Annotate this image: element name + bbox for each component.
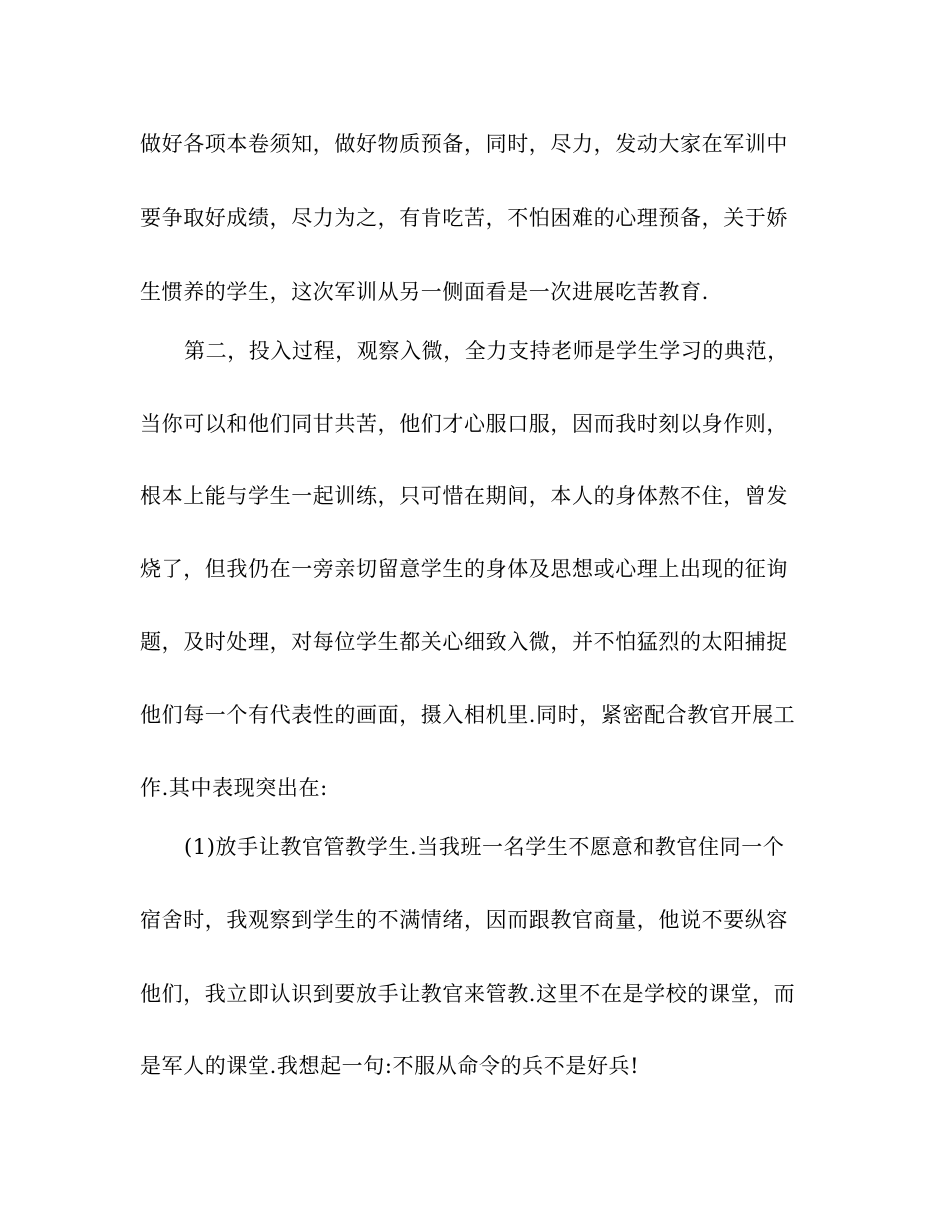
paragraph-first-line: 第二，投入过程，观察入微，全力支持老师是学生学习的典范， bbox=[184, 339, 789, 363]
text-line: 作.其中表现突出在: bbox=[140, 776, 328, 800]
text-line: 生惯养的学生，这次军训从另一侧面看是一次进展吃苦教育. bbox=[140, 280, 709, 304]
text-line: 他们每一个有代表性的画面，摄入相机里.同时，紧密配合教官开展工 bbox=[140, 703, 796, 727]
text-line: 题，及时处理，对每位学生都关心细致入微，并不怕猛烈的太阳捕捉 bbox=[140, 630, 788, 654]
text-line: 宿舍时，我观察到学生的不满情绪，因而跟教官商量，他说不要纵容 bbox=[140, 908, 788, 932]
text-line: 他们，我立即认识到要放手让教官来管教.这里不在是学校的课堂，而 bbox=[140, 982, 796, 1006]
text-line: 是军人的课堂.我想起一句:不服从命令的兵不是好兵! bbox=[140, 1054, 640, 1078]
paragraph-first-line: (1)放手让教官管教学生.当我班一名学生不愿意和教官住同一个 bbox=[184, 835, 785, 859]
text-line: 根本上能与学生一起训练，只可惜在期间，本人的身体熬不住，曾发 bbox=[140, 484, 788, 508]
text-line: 做好各项本卷须知，做好物质预备，同时，尽力，发动大家在军训中 bbox=[140, 132, 788, 156]
text-line: 烧了，但我仍在一旁亲切留意学生的身体及思想或心理上出现的征询 bbox=[140, 557, 788, 581]
text-line: 要争取好成绩，尽力为之，有肯吃苦，不怕困难的心理预备，关于娇 bbox=[140, 206, 788, 230]
text-line: 当你可以和他们同甘共苦，他们才心服口服，因而我时刻以身作则， bbox=[140, 412, 788, 436]
